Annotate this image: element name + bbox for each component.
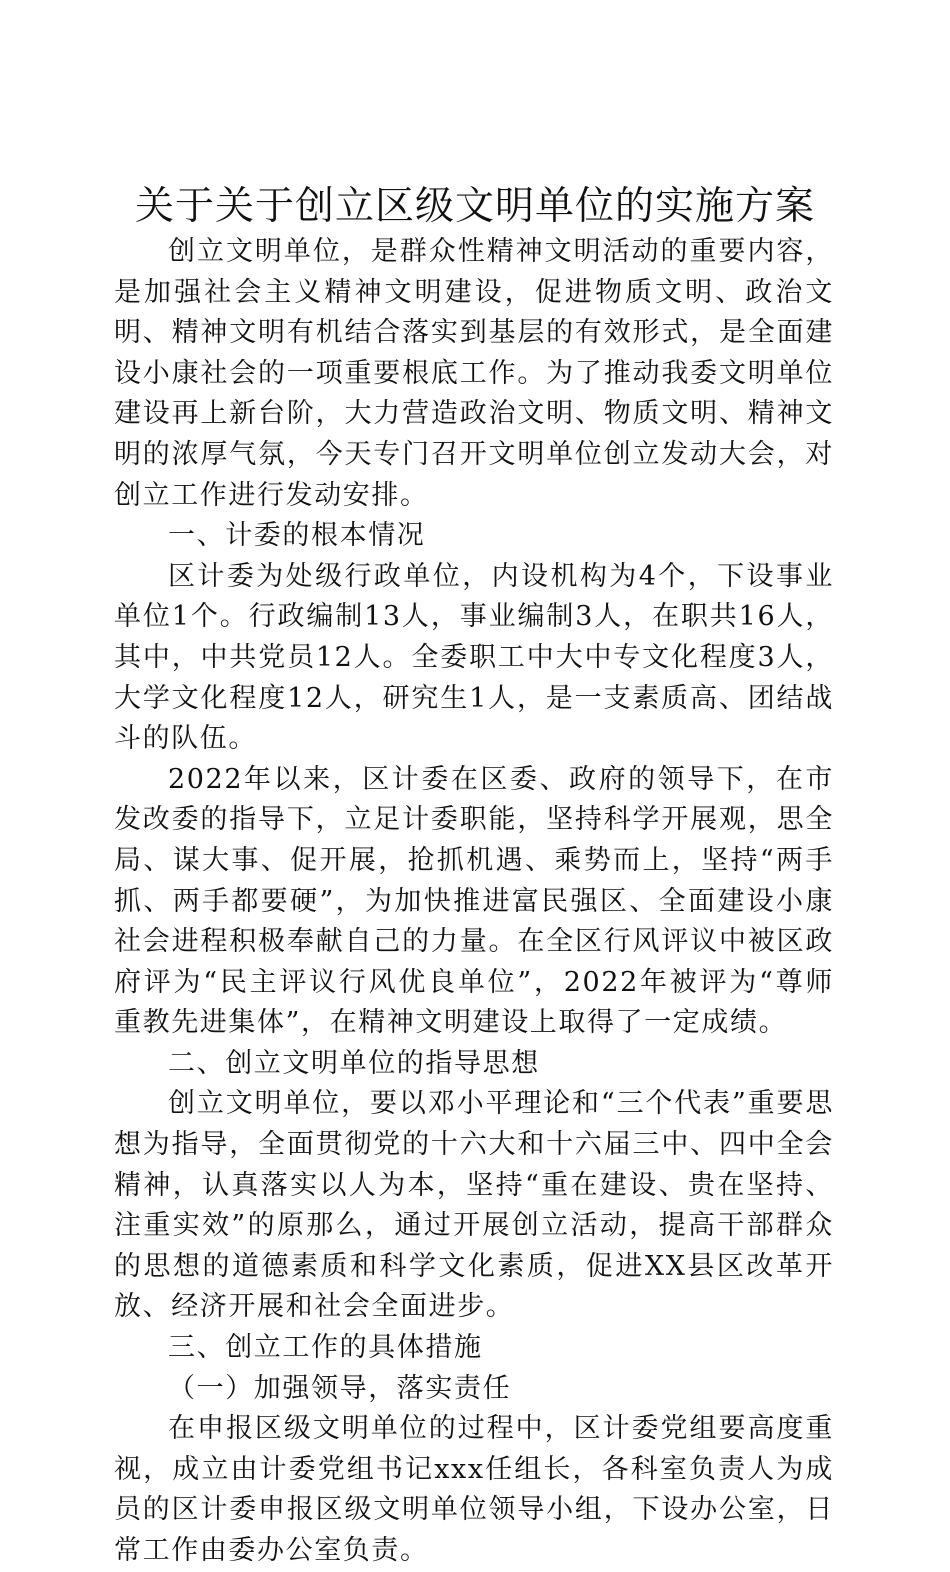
intro-paragraph: 创立文明单位，是群众性精神文明活动的重要内容，是加强社会主义精神文明建设，促进物质文明、政治文明、精神文明有机结合落实到基层的有效形式，是全面建设小康社会的一项重要根底工作。为了推动我委文明单位建设再上新台阶，大力营造政治文明、物质文明、精神文明的浓厚气氛，今天专门召开文明单位创立发动大会，对创立工作进行发动安排。 <box>114 236 834 511</box>
section-3-heading: 三、创立工作的具体措施 <box>168 1332 483 1364</box>
section-2-paragraph-1: 创立文明单位，要以邓小平理论和“三个代表”重要思想为指导，全面贯彻党的十六大和十六届三中、四中全会精神，认真落实以人为本，坚持“重在建设、贵在坚持、注重实效”的原那么，通过开展创立活动，提高干部群众的思想的道德素质和科学文化素质，促进XX县区改革开放、经济开展和社会全面进步。 <box>114 1088 834 1323</box>
document-title: 关于关于创立区级文明单位的实施方案 <box>134 184 815 229</box>
section-3-subheading-1: （一）加强领导，落实责任 <box>168 1372 512 1404</box>
section-1-heading: 一、计委的根本情况 <box>168 520 426 552</box>
section-3-paragraph-1: 在申报区级文明单位的过程中，区计委党组要高度重视，成立由计委党组书记xxx任组长，各科室负责人为成员的区计委申报区级文明单位领导小组，下设办公室，日常工作由委办公室负责。 <box>114 1413 834 1566</box>
section-2-heading: 二、创立文明单位的指导思想 <box>168 1047 540 1079</box>
section-1-paragraph-2: 2022年以来，区计委在区委、政府的领导下，在市发改委的指导下，立足计委职能，坚持科学开展观，思全局、谋大事、促开展，抢抓机遇、乘势而上，坚持“两手抓、两手都要硬”，为加快推进富民强区、全面建设小康社会进程积极奉献自己的力量。在全区行风评议中被区政府评为“民主评议行风优良单位”，2022年被评为“尊师重教先进集体”，在精神文明建设上取得了一定成绩。 <box>114 763 834 1039</box>
document-body <box>114 232 834 1572</box>
section-1-paragraph-1: 区计委为处级行政单位，内设机构为4个，下设事业单位1个。行政编制13人，事业编制3人，在职共16人，其中，中共党员12人。全委职工中大中专文化程度3人，大学文化程度12人，研究生1人，是一支素质高、团结战斗的队伍。 <box>114 560 834 755</box>
